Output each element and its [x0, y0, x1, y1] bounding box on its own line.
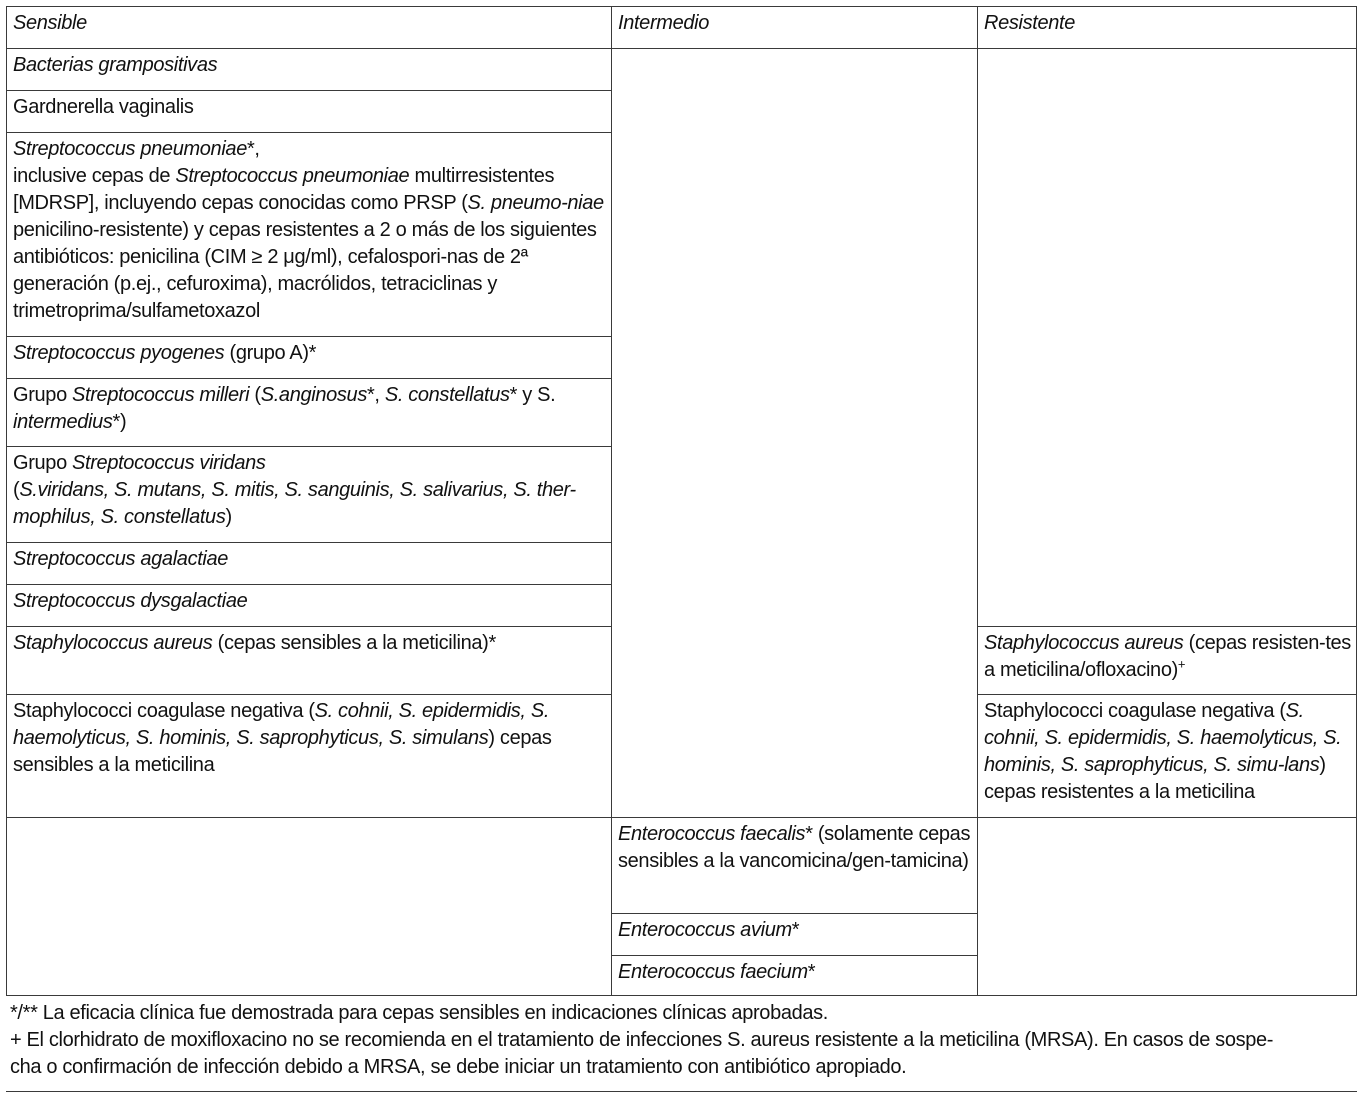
- sensible-row: [6, 132, 611, 336]
- description-text: penicilino-resistente) y cepas resistentes a 2 o más de los siguientes antibióticos: penicilina (CIM ≥ 2 μg/ml), cefalospori-nas de 2ª generación (p.ej., cefuroxima), macrólidos, tetraciclinas y trimetroprima/sulfametoxazol: [13, 219, 597, 322]
- description-text: cha o confirmación de infección debido a MRSA, se debe iniciar un tratamiento con antibiótico apropiado.: [10, 1056, 907, 1078]
- description-text: ) cepas resistentes a la meticilina: [984, 754, 1326, 803]
- sensible-row: [6, 694, 611, 817]
- description-text: *,: [366, 384, 385, 406]
- taxon-name-text: Enterococcus faecalis: [618, 823, 806, 845]
- taxon-name-text: Streptococcus dysgalactiae: [13, 590, 248, 612]
- header-sensible-label: Sensible: [13, 12, 87, 34]
- sensible-row: [6, 378, 611, 446]
- description-text: * y S.: [509, 384, 556, 406]
- sensible-row: [6, 446, 611, 542]
- resistente-row: [977, 626, 1357, 694]
- footnote-mrsa: [10, 1027, 1356, 1081]
- description-text: multirresistentes [MDRSP], incluyendo cepas conocidas como PRSP (: [13, 165, 555, 214]
- description-text: *,: [246, 138, 260, 160]
- footnote-efficacy: */** La eficacia clínica fue demostrada para cepas sensibles en indicaciones clínicas aprobadas.: [10, 1002, 829, 1024]
- taxon-name-text: intermedius: [13, 411, 113, 433]
- description-text: ) cepas sensibles a la meticilina: [13, 727, 552, 776]
- superscript-mark: +: [1177, 656, 1186, 672]
- description-text: *: [807, 961, 816, 983]
- header-intermedio-label: Intermedio: [618, 12, 709, 34]
- description-text: Grupo: [13, 384, 73, 406]
- sensible-row: [6, 48, 611, 90]
- description-text: *: [791, 919, 800, 941]
- taxon-name-text: S. cohnii, S. epidermidis, S. haemolyticus, S. hominis, S. saprophyticus, S. simu-lans: [984, 700, 1342, 776]
- taxon-name-text: Streptococcus agalactiae: [13, 548, 229, 570]
- taxon-name-text: S. aureus: [727, 1029, 810, 1051]
- header-resistente-label: Resistente: [984, 12, 1075, 34]
- description-text: (: [13, 479, 20, 501]
- resistente-empty-cell: [977, 48, 1357, 626]
- description-text: ): [225, 506, 232, 528]
- taxon-name-text: S. cohnii, S. epidermidis, S. haemolyticus, S. hominis, S. saprophyticus, S. simulans: [13, 700, 550, 749]
- taxon-name-text: Streptococcus pneumoniae: [13, 138, 247, 160]
- description-text: Staphylococci coagulase negativa (: [13, 700, 315, 722]
- resistente-row: [977, 694, 1357, 817]
- taxon-name-text: Staphylococcus aureus: [13, 632, 213, 654]
- taxon-name-text: Streptococcus pyogenes: [13, 342, 225, 364]
- intermedio-empty-cell: [611, 48, 977, 817]
- taxon-name-text: Enterococcus faecium: [618, 961, 808, 983]
- description-text: (cepas resisten-tes a meticilina/ofloxacino): [984, 632, 1351, 681]
- sensible-row: [6, 542, 611, 584]
- description-text: (grupo A)*: [224, 342, 317, 364]
- sensible-row: [6, 584, 611, 626]
- intermedio-row: [611, 913, 977, 955]
- sensible-empty-cell: [6, 817, 611, 996]
- taxon-name-text: Streptococcus milleri: [72, 384, 250, 406]
- taxon-name-text: S.anginosus: [260, 384, 367, 406]
- intermedio-row: [611, 955, 977, 996]
- header-intermedio: [611, 6, 977, 48]
- description-text: resistente a la meticilina (MRSA). En casos de sospe-: [809, 1029, 1274, 1051]
- description-text: (cepas sensibles a la meticilina)*: [212, 632, 496, 654]
- taxon-name-text: Streptococcus viridans: [72, 452, 266, 474]
- description-text: *): [112, 411, 127, 433]
- description-text: (: [249, 384, 261, 406]
- sensible-row: [6, 90, 611, 132]
- taxon-name-text: Bacterias grampositivas: [13, 54, 218, 76]
- description-text: * (solamente cepas sensibles a la vancomicina/gen-tamicina): [618, 823, 971, 872]
- header-sensible: [6, 6, 611, 48]
- taxon-name-text: S. constellatus: [384, 384, 510, 406]
- description-text: Staphylococci coagulase negativa (: [984, 700, 1286, 722]
- description-text: Gardnerella vaginalis: [13, 96, 194, 118]
- bottom-divider: [6, 1091, 1357, 1092]
- sensible-row: [6, 626, 611, 694]
- description-text: inclusive cepas de: [13, 165, 176, 187]
- intermedio-row: [611, 817, 977, 913]
- sensible-row: [6, 336, 611, 378]
- taxon-name-text: S. pneumo-niae: [467, 192, 604, 214]
- description-text: + El clorhidrato de moxifloxacino no se recomienda en el tratamiento de infecciones: [10, 1029, 728, 1051]
- taxon-name-text: Staphylococcus aureus: [984, 632, 1184, 654]
- taxon-name-text: S.viridans, S. mutans, S. mitis, S. sanguinis, S. salivarius, S. ther-mophilus, S. constellatus: [13, 479, 576, 528]
- taxon-name-text: Streptococcus pneumoniae: [175, 165, 410, 187]
- taxon-name-text: Enterococcus avium: [618, 919, 792, 941]
- description-text: Grupo: [13, 452, 73, 474]
- resistente-empty-cell: [977, 817, 1357, 996]
- header-resistente: [977, 6, 1357, 48]
